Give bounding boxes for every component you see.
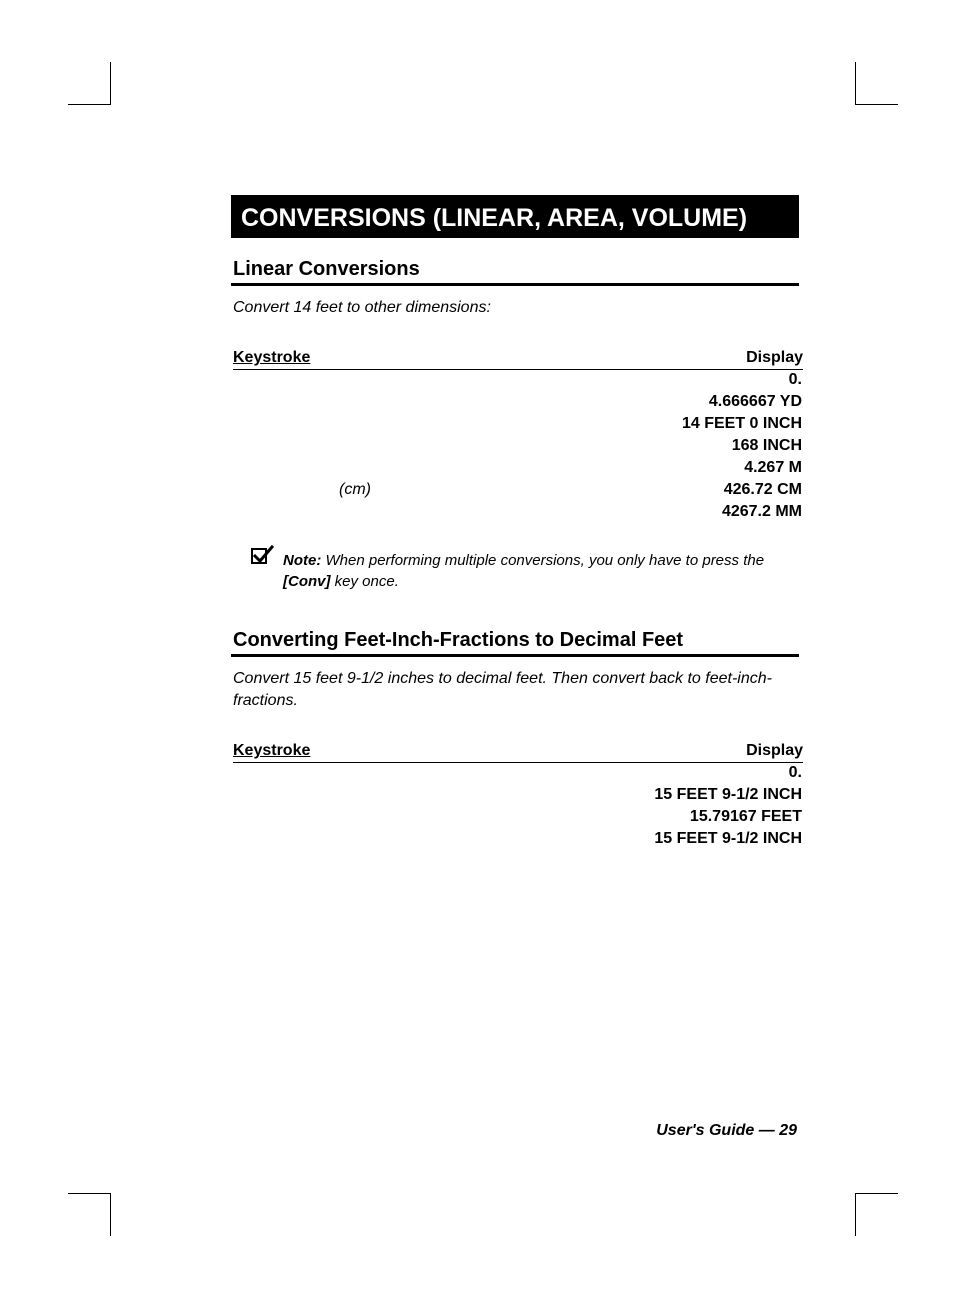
linear-conversions-heading: Linear Conversions bbox=[233, 258, 420, 280]
table-row bbox=[233, 828, 802, 850]
heading-rule bbox=[231, 283, 799, 286]
display-cell: 168 INCH bbox=[731, 437, 802, 454]
linear-intro: Convert 14 feet to other dimensions: bbox=[233, 299, 491, 316]
note-label: Note: bbox=[283, 552, 322, 569]
display-header: Display bbox=[746, 349, 803, 366]
note-text bbox=[283, 550, 803, 592]
crop-mark bbox=[855, 104, 898, 105]
crop-mark bbox=[110, 1193, 111, 1236]
display-cell: 14 FEET 0 INCH bbox=[681, 415, 802, 432]
crop-mark bbox=[855, 62, 856, 105]
heading-rule bbox=[231, 654, 799, 657]
fif-heading: Converting Feet-Inch-Fractions to Decimal Feet bbox=[233, 629, 684, 651]
table-row bbox=[233, 435, 802, 457]
page-title: CONVERSIONS (LINEAR, AREA, VOLUME) bbox=[231, 195, 799, 238]
crop-mark bbox=[110, 62, 111, 105]
keystroke-header: Keystroke bbox=[233, 349, 311, 366]
fif-table-rows bbox=[233, 762, 802, 850]
crop-mark bbox=[855, 1193, 856, 1236]
table-row bbox=[233, 413, 802, 435]
checkmark-icon bbox=[251, 548, 267, 564]
conv-key-label: [Conv] bbox=[283, 573, 331, 590]
linear-table-rows bbox=[233, 369, 802, 523]
display-cell: 0. bbox=[788, 371, 802, 388]
crop-mark bbox=[68, 1193, 111, 1194]
display-cell: 15 FEET 9-1/2 INCH bbox=[654, 830, 802, 847]
display-header: Display bbox=[746, 742, 803, 759]
page-footer: User's Guide — 29 bbox=[656, 1122, 797, 1139]
display-cell: 0. bbox=[788, 764, 802, 781]
display-cell: 4.267 M bbox=[744, 459, 802, 476]
crop-mark bbox=[68, 104, 111, 105]
note-body-1: When performing multiple conversions, you only have to press the bbox=[321, 552, 765, 569]
table-row bbox=[233, 369, 802, 391]
fif-intro: Convert 15 feet 9-1/2 inches to decimal feet. Then convert back to feet-inch-fractions. bbox=[233, 670, 772, 709]
display-cell: 426.72 CM bbox=[723, 481, 802, 498]
keystroke-cell: (cm) bbox=[339, 481, 371, 498]
display-cell: 15.79167 FEET bbox=[689, 808, 802, 825]
linear-table-header bbox=[233, 347, 803, 370]
table-row bbox=[233, 479, 802, 501]
keystroke-header: Keystroke bbox=[233, 742, 311, 759]
table-row bbox=[233, 806, 802, 828]
display-cell: 4.666667 YD bbox=[708, 393, 802, 410]
display-cell: 15 FEET 9-1/2 INCH bbox=[654, 786, 802, 803]
table-row bbox=[233, 784, 802, 806]
crop-mark bbox=[855, 1193, 898, 1194]
table-row bbox=[233, 762, 802, 784]
table-row bbox=[233, 391, 802, 413]
display-cell: 4267.2 MM bbox=[721, 503, 802, 520]
note-body-2: key once. bbox=[330, 573, 399, 590]
table-row bbox=[233, 501, 802, 523]
table-row bbox=[233, 457, 802, 479]
fif-table-header bbox=[233, 740, 803, 763]
